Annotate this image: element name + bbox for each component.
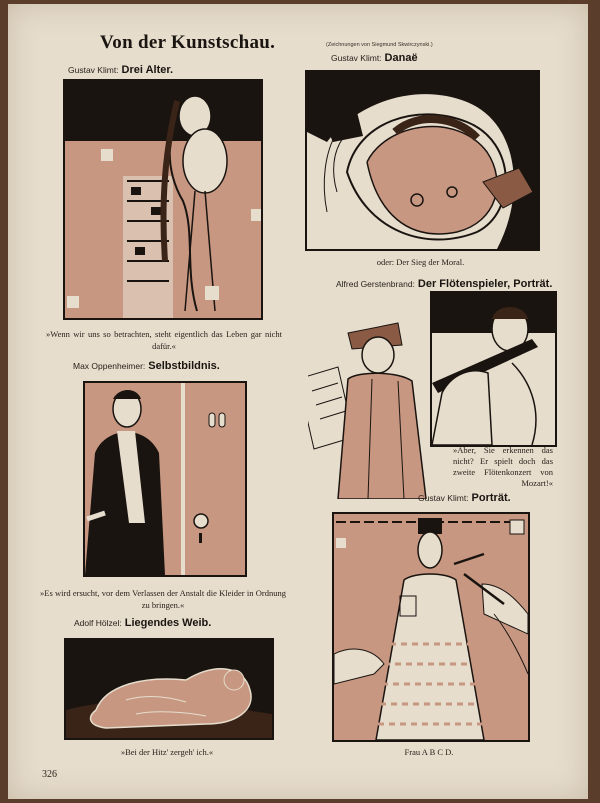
- artist-heading-portraet: [418, 492, 511, 504]
- magazine-page: [8, 4, 588, 799]
- artist-name: Gustav Klimt:: [68, 65, 119, 75]
- illustration-portraet: [332, 512, 530, 742]
- caption-liegendes-weib: »Bei der Hitz' zergeh' ich.«: [120, 747, 214, 757]
- artist-name: Max Oppenheimer:: [73, 361, 146, 371]
- work-title: Porträt.: [471, 492, 511, 504]
- illustration-danae: [305, 70, 540, 251]
- illustration-floetenspieler-portrait: [430, 291, 557, 447]
- caption-floetenspieler: »Aber, Sie erkennen das nicht? Er spielt doch das zweite Flötenkonzert von Mozart!«: [453, 445, 553, 488]
- page-number: 326: [42, 769, 57, 780]
- artist-heading-floetenspieler: [336, 278, 552, 290]
- work-title: Drei Alter.: [121, 64, 174, 76]
- work-title: Liegendes Weib.: [124, 617, 212, 629]
- illustration-drei-alter: [63, 79, 263, 320]
- caption-danae: oder: Der Sieg der Moral.: [376, 257, 465, 267]
- caption-drei-alter: »Wenn wir uns so betrachten, steht eigentlich das Leben gar nicht dafür.«: [46, 329, 282, 351]
- caption-portraet: Frau A B C D.: [404, 747, 454, 757]
- illustration-liegendes-weib: [64, 638, 274, 740]
- work-title: Danaë: [384, 52, 418, 64]
- illustration-selbstbildnis: [83, 381, 247, 577]
- artist-name: Adolf Hölzel:: [74, 618, 122, 628]
- work-title: Selbstbildnis.: [148, 360, 220, 372]
- page-title: Von der Kunstschau.: [100, 32, 276, 53]
- artist-heading-liegendes-weib: [74, 617, 211, 629]
- artist-name: Gustav Klimt:: [418, 493, 469, 503]
- artist-name: Alfred Gerstenbrand:: [336, 279, 415, 289]
- artist-heading-selbstbildnis: [73, 360, 220, 372]
- artist-name: Gustav Klimt:: [331, 53, 382, 63]
- work-title: Der Flötenspieler, Porträt.: [417, 278, 553, 290]
- illustration-floetenspieler-man: [308, 309, 432, 499]
- caption-selbstbildnis: »Es wird ersucht, vor dem Verlassen der Anstalt die Kleider in Ordnung zu bringen.«: [40, 588, 286, 610]
- artist-heading-drei-alter: [68, 64, 173, 76]
- illustration-credit: (Zeichnungen von Siegmund Skwirczynski.): [326, 42, 433, 48]
- artist-heading-danae: [331, 52, 418, 64]
